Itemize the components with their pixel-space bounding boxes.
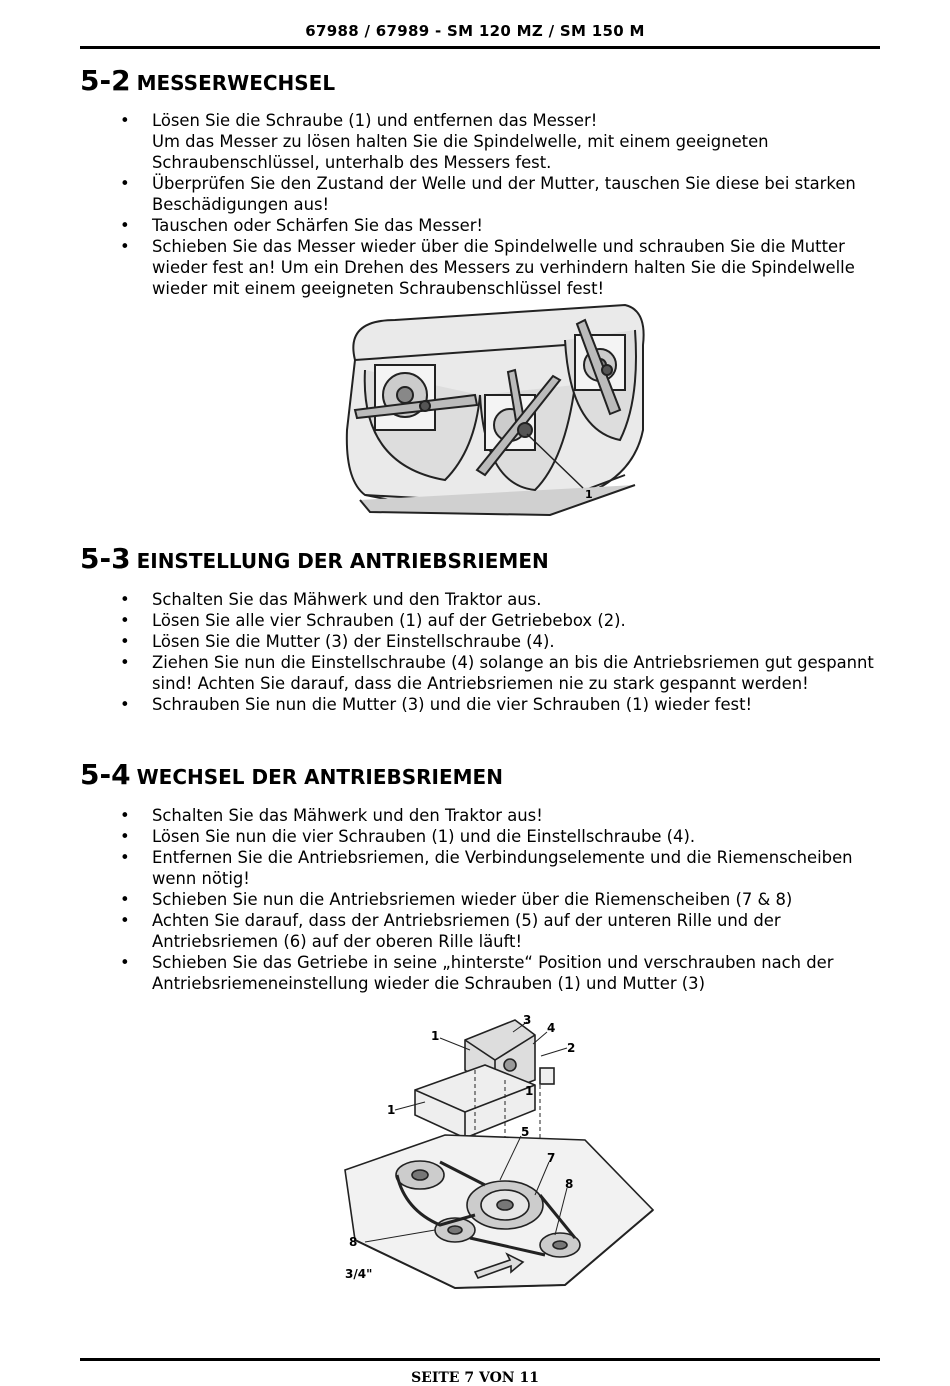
callout-label: 1 <box>431 1029 440 1043</box>
section-title-messerwechsel <box>80 64 335 97</box>
section-title-wechsel <box>80 758 503 791</box>
list-item: • Überprüfen Sie den Zustand der Welle und der Mutter, tauschen Sie diese bei starken Beschädigungen aus! <box>120 174 856 214</box>
section-heading: MESSERWECHSEL <box>136 71 336 95</box>
page-header: 67988 / 67989 - SM 120 MZ / SM 150 M <box>305 22 645 40</box>
callout-label: 3/4" <box>345 1267 373 1281</box>
list-item: • Entfernen Sie die Antriebsriemen, die Verbindungselemente und die Riemenscheiben wenn nötig! <box>120 848 853 888</box>
list-item: • Schalten Sie das Mähwerk und den Traktor aus. <box>120 590 542 609</box>
list-item: • Lösen Sie alle vier Schrauben (1) auf der Getriebebox (2). <box>120 611 626 630</box>
bullet-list-messerwechsel <box>120 110 880 299</box>
list-item: • Schalten Sie das Mähwerk und den Traktor aus! <box>120 806 543 825</box>
callout-label: 8 <box>565 1177 574 1191</box>
section-number: 5-4 <box>80 758 131 791</box>
header-rule <box>80 46 880 49</box>
list-item: • Schrauben Sie nun die Mutter (3) und die vier Schrauben (1) wieder fest! <box>120 695 753 714</box>
list-item: • Lösen Sie die Mutter (3) der Einstellschraube (4). <box>120 632 555 651</box>
callout-label: 1 <box>585 488 593 501</box>
list-item: • Ziehen Sie nun die Einstellschraube (4) solange an bis die Antriebsriemen gut gespannt sind! Achten Sie darauf, dass die Antriebsriemen nie zu stark gespannt werden! <box>120 653 874 693</box>
page-footer: SEITE 7 VON 11 <box>411 1370 539 1386</box>
callout-label: 7 <box>547 1151 556 1165</box>
list-item: • Lösen Sie die Schraube (1) und entfernen das Messer! Um das Messer zu lösen halten Sie die Spindelwelle, mit einem geeigneten Schraubenschlüssel, unterhalb des Messers fest. <box>120 111 769 172</box>
list-item: • Lösen Sie nun die vier Schrauben (1) und die Einstellschraube (4). <box>120 827 696 846</box>
callout-label: 2 <box>567 1041 576 1055</box>
belt-drive-exploded-illustration <box>335 1010 655 1300</box>
list-item: • Schieben Sie das Messer wieder über die Spindelwelle und schrauben Sie die Mutter wieder fest an! Um ein Drehen des Messers zu verhindern halten Sie die Spindelwelle wieder mit einem geeigneten Schraubenschlüssel fest! <box>120 237 855 298</box>
bullet-list-einstellung <box>120 589 880 715</box>
callout-label: 4 <box>547 1021 556 1035</box>
list-item: • Schieben Sie nun die Antriebsriemen wieder über die Riemenscheiben (7 & 8) <box>120 890 793 909</box>
callout-label: 1 <box>525 1084 534 1098</box>
callout-label: 8 <box>349 1235 358 1249</box>
section-heading: WECHSEL DER ANTRIEBSRIEMEN <box>136 765 503 789</box>
section-title-einstellung <box>80 542 549 575</box>
section-number: 5-3 <box>80 542 131 575</box>
mower-deck-blade-illustration <box>335 300 655 525</box>
callout-label: 5 <box>521 1125 530 1139</box>
section-heading: EINSTELLUNG DER ANTRIEBSRIEMEN <box>136 549 549 573</box>
bullet-list-wechsel <box>120 805 880 994</box>
footer-rule <box>80 1358 880 1361</box>
list-item: • Tauschen oder Schärfen Sie das Messer! <box>120 216 484 235</box>
callout-label: 1 <box>387 1103 396 1117</box>
section-number: 5-2 <box>80 64 131 97</box>
callout-label: 3 <box>523 1013 532 1027</box>
list-item: • Schieben Sie das Getriebe in seine „hinterste“ Position und verschrauben nach der Antriebsriemeneinstellung wieder die Schrauben (1) und Mutter (3) <box>120 953 834 993</box>
list-item: • Achten Sie darauf, dass der Antriebsriemen (5) auf der unteren Rille und der Antriebsriemen (6) auf der oberen Rille läuft! <box>120 911 781 951</box>
